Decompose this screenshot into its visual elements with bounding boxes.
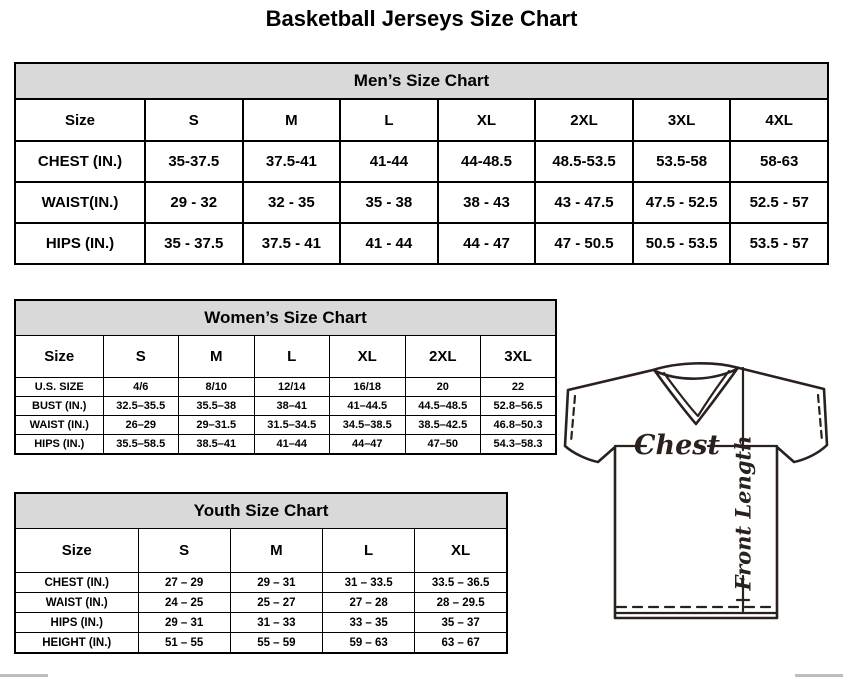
- value-cell: 31.5–34.5: [254, 416, 330, 435]
- horizontal-scrollbar-fragment-left[interactable]: [0, 674, 48, 677]
- table-row: [15, 593, 507, 613]
- value-cell: 4/6: [103, 378, 179, 397]
- table-row: [15, 182, 828, 223]
- value-cell: 44 - 47: [438, 223, 536, 264]
- row-label: HIPS (IN.): [15, 435, 103, 455]
- size-column-header: S: [138, 529, 230, 573]
- value-cell: 22: [481, 378, 557, 397]
- size-header-row: [15, 529, 507, 573]
- table-row: [15, 141, 828, 182]
- value-cell: 38.5–41: [179, 435, 255, 455]
- value-cell: 48.5-53.5: [535, 141, 633, 182]
- size-column-header: XL: [330, 336, 406, 378]
- value-cell: 35 - 38: [340, 182, 438, 223]
- value-cell: 35.5–58.5: [103, 435, 179, 455]
- value-cell: 37.5 - 41: [243, 223, 341, 264]
- value-cell: 53.5 - 57: [730, 223, 828, 264]
- table-row: [15, 416, 556, 435]
- value-cell: 51 – 55: [138, 633, 230, 654]
- horizontal-scrollbar-fragment-right[interactable]: [795, 674, 843, 677]
- value-cell: 33.5 – 36.5: [415, 573, 507, 593]
- value-cell: 35 - 37.5: [145, 223, 243, 264]
- table-row: [15, 378, 556, 397]
- value-cell: 29 – 31: [230, 573, 322, 593]
- womens-size-table: [14, 299, 557, 455]
- value-cell: 8/10: [179, 378, 255, 397]
- value-cell: 59 – 63: [323, 633, 415, 654]
- size-column-header: XL: [415, 529, 507, 573]
- womens-chart-title: Women’s Size Chart: [15, 300, 556, 336]
- value-cell: 32.5–35.5: [103, 397, 179, 416]
- front-length-label: Front Length: [730, 435, 756, 591]
- value-cell: 46.8–50.3: [481, 416, 557, 435]
- value-cell: 20: [405, 378, 481, 397]
- size-column-header: 4XL: [730, 99, 828, 141]
- value-cell: 38.5–42.5: [405, 416, 481, 435]
- row-label: HIPS (IN.): [15, 613, 138, 633]
- value-cell: 63 – 67: [415, 633, 507, 654]
- size-header-row: [15, 99, 828, 141]
- value-cell: 26–29: [103, 416, 179, 435]
- value-cell: 54.3–58.3: [481, 435, 557, 455]
- chest-label: Chest: [634, 430, 720, 461]
- row-label: U.S. SIZE: [15, 378, 103, 397]
- value-cell: 44–47: [330, 435, 406, 455]
- size-column-header: L: [323, 529, 415, 573]
- table-row: [15, 573, 507, 593]
- row-label: WAIST(IN.): [15, 182, 145, 223]
- table-row: [15, 613, 507, 633]
- value-cell: 29 - 32: [145, 182, 243, 223]
- value-cell: 16/18: [330, 378, 406, 397]
- size-column-header: M: [243, 99, 341, 141]
- value-cell: 29 – 31: [138, 613, 230, 633]
- size-column-header: M: [179, 336, 255, 378]
- value-cell: 53.5-58: [633, 141, 731, 182]
- table-row: [15, 397, 556, 416]
- value-cell: 24 – 25: [138, 593, 230, 613]
- value-cell: 31 – 33.5: [323, 573, 415, 593]
- value-cell: 35-37.5: [145, 141, 243, 182]
- value-cell: 50.5 - 53.5: [633, 223, 731, 264]
- row-label: WAIST (IN.): [15, 416, 103, 435]
- value-cell: 47–50: [405, 435, 481, 455]
- table-row: [15, 223, 828, 264]
- value-cell: 29–31.5: [179, 416, 255, 435]
- value-cell: 41-44: [340, 141, 438, 182]
- value-cell: 41–44.5: [330, 397, 406, 416]
- size-column-header: S: [103, 336, 179, 378]
- size-column-header: M: [230, 529, 322, 573]
- youth-size-table: [14, 492, 508, 654]
- value-cell: 27 – 29: [138, 573, 230, 593]
- size-column-header: 3XL: [481, 336, 557, 378]
- value-cell: 12/14: [254, 378, 330, 397]
- youth-chart-title: Youth Size Chart: [15, 493, 507, 529]
- mens-size-table: [14, 62, 829, 265]
- page-title: Basketball Jerseys Size Chart: [265, 6, 578, 31]
- value-cell: 31 – 33: [230, 613, 322, 633]
- value-cell: 47 - 50.5: [535, 223, 633, 264]
- jersey-outline: [565, 363, 827, 618]
- size-column-header: L: [340, 99, 438, 141]
- value-cell: 58-63: [730, 141, 828, 182]
- value-cell: 43 - 47.5: [535, 182, 633, 223]
- size-column-header: 2XL: [535, 99, 633, 141]
- value-cell: 44-48.5: [438, 141, 536, 182]
- value-cell: 38–41: [254, 397, 330, 416]
- value-cell: 47.5 - 52.5: [633, 182, 731, 223]
- value-cell: 37.5-41: [243, 141, 341, 182]
- size-header-cell: Size: [15, 99, 145, 141]
- table-row: [15, 435, 556, 455]
- value-cell: 55 – 59: [230, 633, 322, 654]
- row-label: HEIGHT (IN.): [15, 633, 138, 654]
- size-column-header: 2XL: [405, 336, 481, 378]
- size-column-header: 3XL: [633, 99, 731, 141]
- size-header-row: [15, 336, 556, 378]
- mens-chart-title: Men’s Size Chart: [15, 63, 828, 99]
- value-cell: 28 – 29.5: [415, 593, 507, 613]
- value-cell: 35 – 37: [415, 613, 507, 633]
- value-cell: 41 - 44: [340, 223, 438, 264]
- value-cell: 41–44: [254, 435, 330, 455]
- value-cell: 27 – 28: [323, 593, 415, 613]
- size-header-cell: Size: [15, 529, 138, 573]
- table-row: [15, 633, 507, 654]
- row-label: CHEST (IN.): [15, 141, 145, 182]
- value-cell: 32 - 35: [243, 182, 341, 223]
- value-cell: 33 – 35: [323, 613, 415, 633]
- size-column-header: L: [254, 336, 330, 378]
- row-label: CHEST (IN.): [15, 573, 138, 593]
- size-column-header: S: [145, 99, 243, 141]
- size-column-header: XL: [438, 99, 536, 141]
- value-cell: 35.5–38: [179, 397, 255, 416]
- row-label: WAIST (IN.): [15, 593, 138, 613]
- jersey-measurement-diagram: [556, 356, 843, 674]
- value-cell: 52.8–56.5: [481, 397, 557, 416]
- row-label: HIPS (IN.): [15, 223, 145, 264]
- value-cell: 52.5 - 57: [730, 182, 828, 223]
- value-cell: 44.5–48.5: [405, 397, 481, 416]
- value-cell: 38 - 43: [438, 182, 536, 223]
- value-cell: 34.5–38.5: [330, 416, 406, 435]
- size-header-cell: Size: [15, 336, 103, 378]
- value-cell: 25 – 27: [230, 593, 322, 613]
- row-label: BUST (IN.): [15, 397, 103, 416]
